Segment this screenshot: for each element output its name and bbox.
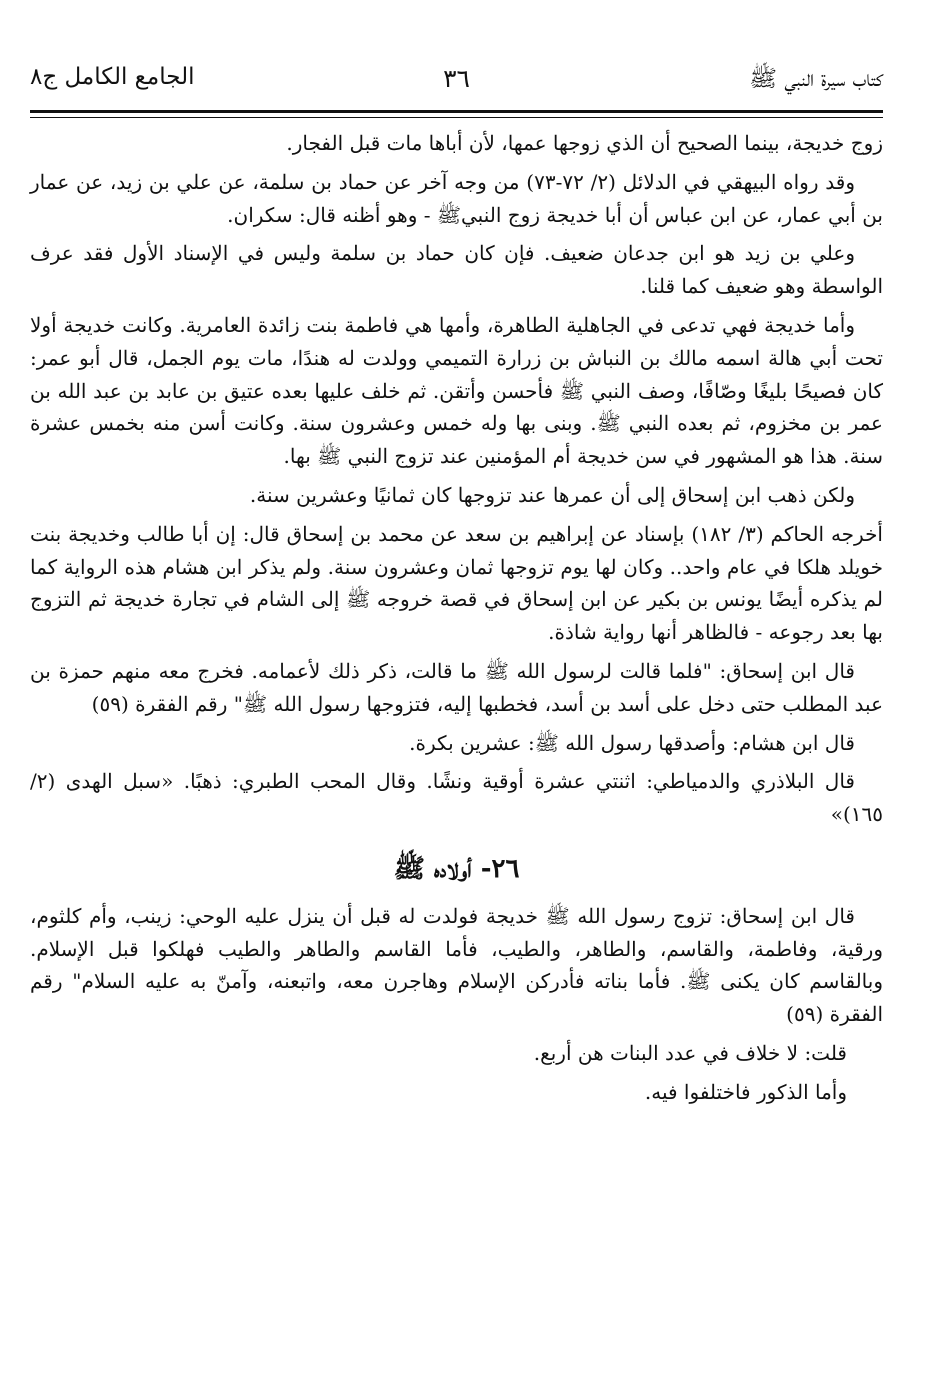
- header-rule-thin: [30, 117, 883, 118]
- section-heading: ٢٦- أولاده ﷺ: [393, 853, 520, 884]
- paragraph: وعلي بن زيد هو ابن جدعان ضعيف. فإن كان حماد بن سلمة وليس في الإسناد الأول فقد عرف الواسطة وهو ضعيف كما قلنا.: [30, 241, 883, 299]
- paragraph: قلت: لا خلاف في عدد البنات هن أربع.: [533, 1040, 847, 1065]
- paragraph: قال ابن إسحاق: "فلما قالت لرسول الله ﷺ ما قالت، ذكر ذلك لأعمامه. فخرج معه منهم حمزة بن عبد المطلب حتى دخل على أسد بن أسد، فخطبها إليه، فتزوجها رسول الله ﷺ" رقم الفقرة (٥٩): [30, 658, 883, 716]
- paragraph: وقد رواه البيهقي في الدلائل (٢/ ٧٢-٧٣) من وجه آخر عن حماد بن سلمة، عن علي بن زيد، عن عمار بن أبي عمار، عن ابن عباس أن أبا خديجة زوج النبيﷺ - وهو أظنه قال: سكران.: [30, 169, 883, 227]
- header-rule-thick: [30, 110, 883, 113]
- paragraph: قال البلاذري والدمياطي: اثنتي عشرة أوقية ونشًا. وقال المحب الطبري: ذهبًا. «سبل الهدى (٢/ ١٦٥)»: [30, 769, 883, 827]
- page-number: ٣٦: [443, 64, 470, 93]
- paragraph: وأما الذكور فاختلفوا فيه.: [644, 1079, 847, 1104]
- paragraph: زوج خديجة، بينما الصحيح أن الذي زوجها عمها، لأن أباها مات قبل الفجار.: [286, 131, 883, 155]
- paragraph: أخرجه الحاكم (٣/ ١٨٢) بإسناد عن إبراهيم بن سعد عن محمد بن إسحاق قال: إن أبا طالب وخديجة بنت خويلد هلكا في عام واحد.. وكان لها يوم تزوجها ثمان وعشرون سنة. ولم يذكر ابن هشام هذه الرواية كما لم يذكره أيضًا يونس بن بكير عن ابن إسحاق في قصة خروجه ﷺ إلى الشام في تجارة خديجة ثم التزوج بها بعد رجوعه - فالظاهر أنها رواية شاذة.: [30, 521, 883, 645]
- page-body: [30, 127, 883, 1115]
- book-title: كتاب سيرة النبي ﷺ: [749, 66, 883, 92]
- volume-title: الجامع الكامل ج٨: [30, 64, 195, 90]
- paragraph: قال ابن إسحاق: تزوج رسول الله ﷺ خديجة فولدت له قبل أن ينزل عليه الوحي: زينب، وأم كلثوم، ورقية، وفاطمة، والقاسم، والطاهر، والطيب، فأما القاسم والطاهر والطيب فهلكوا قبل الإسلام. وبالقاسم كان يكنى ﷺ. فأما بناته فأدركن الإسلام وهاجرن معه، واتبعنه، وآمنّ به عليه السلام" رقم الفقرة (٥٩): [30, 903, 883, 1027]
- paragraph: قال ابن هشام: وأصدقها رسول الله ﷺ: عشرين بكرة.: [409, 730, 855, 755]
- paragraph: ولكن ذهب ابن إسحاق إلى أن عمرها عند تزوجها كان ثمانيًا وعشرين سنة.: [249, 482, 855, 507]
- paragraph: وأما خديجة فهي تدعى في الجاهلية الطاهرة، وأمها هي فاطمة بنت زائدة العامرية. وكانت خديجة أولا تحت أبي هالة اسمه مالك بن النباش بن زرارة التميمي وولدت له هندًا، مات يوم الجمل، قال أبو عمر: كان فصيحًا بليغًا وصّافًا، وصف النبي ﷺ فأحسن وأتقن. ثم خلف عليها بعده عتيق بن عابد بن عبد الله بن عمر بن مخزوم، ثم بعده النبي ﷺ. وبنى بها وله خمس وعشرون سنة. وكانت أسن منه بخمس عشرة سنة. هذا هو المشهور في سن خديجة أم المؤمنين عند تزوج النبي ﷺ بها.: [30, 312, 883, 469]
- page-header: [30, 58, 883, 108]
